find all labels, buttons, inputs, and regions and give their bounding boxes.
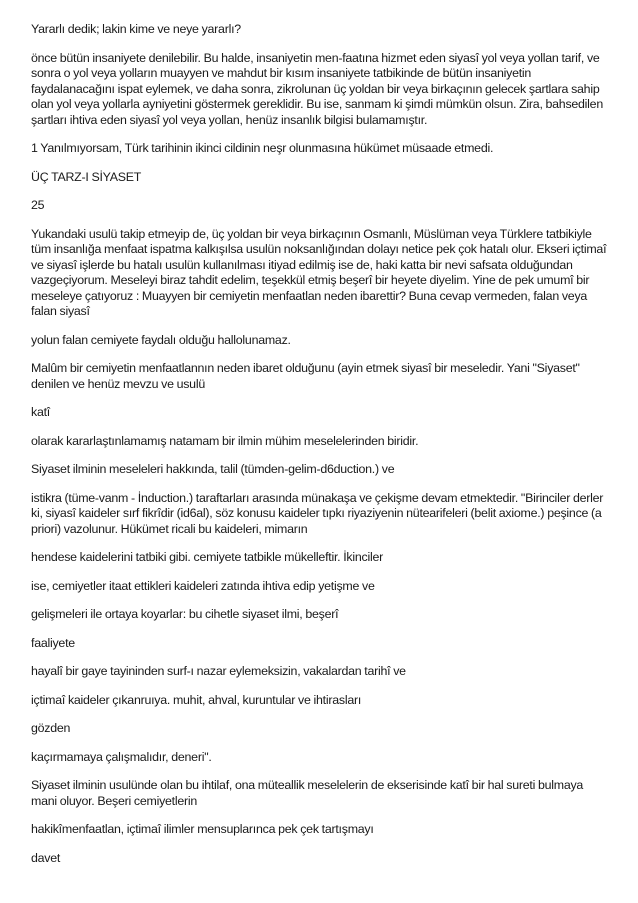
paragraph: hayalî bir gaye tayininden surf-ı nazar eylemeksizin, vakalardan tarihî ve [31, 664, 406, 678]
paragraph: gözden [31, 721, 71, 735]
paragraph: istikra (tüme-vanm - İnduction.) taraftarları arasında münakaşa ve çekişme devam etmektedir. "Birinciler derler ki, siyasî kaideler sırf fikrîdir (id6al), söz konusu kaideler tıpkı riyaziyenin nütearifeleri (belit axiome.) peşince (a priori) vazolunur. Hükümet ricali bu kaideleri, mimarın [31, 490, 604, 536]
paragraph: Siyaset ilminin meseleleri hakkında, talil (tümden-gelim-d6duction.) ve [31, 462, 395, 476]
paragraph: Malûm bir cemiyetin menfaatlannın neden ibaret olduğunu (ayin etmek siyasî bir meseledir. Yani "Siyaset" denilen ve henüz mevzu ve usulü [31, 361, 580, 391]
paragraph: Yararlı dedik; lakin kime ve neye yararlı? [31, 22, 241, 36]
running-header-title: ÜÇ TARZ-I SİYASET [31, 169, 142, 184]
paragraph: yolun falan cemiyete faydalı olduğu hallolunamaz. [31, 332, 291, 347]
paragraph: faaliyete [31, 635, 75, 650]
paragraph: önce bütün insaniyete denilebilir. Bu halde, insaniyetin men-faatına hizmet eden siyasî yol veya yollan tarif, ve sonra o yol veya yolların muayyen ve mahdut bir kısım insaniyete tatbikinde de bütün insaniyetin faydalanacağını ispat eylemek, ve daha sonra, zikrolunan üç yoldan bir veya birkaçının gelecek şartlara sahip olan yol veya yollarla ayniyetini göstermek gereklidir. Bu ise, sanmam ki şimdi mümkün olsun. Zira, bahsedilen şartları ihtiva eden siyasî yol veya yollan, henüz insanlık bilgisi bulamamıştır. [31, 50, 603, 127]
paragraph: ise, cemiyetler itaat ettikleri kaideleri zatında ihtiva edip yetişme ve [31, 578, 375, 593]
paragraph: hendese kaidelerini tatbiki gibi. cemiyete tatbikle mükelleftir. İkinciler [31, 550, 383, 564]
paragraph: gelişmeleri ile ortaya koyarlar: bu cihetle siyaset ilmi, beşerî [31, 607, 339, 621]
footnote: 1 Yanılmıyorsam, Türk tarihinin ikinci cildinin neşr olunmasına hükümet müsaade etmedi. [31, 141, 494, 155]
paragraph: katî [31, 405, 50, 419]
paragraph: Yukandaki usulü takip etmeyip de, üç yoldan bir veya birkaçının Osmanlı, Müslüman veya Türklere tatbikiyle tüm insanlığa menfaat ispatma kalkışılsa usulün noksanlığından dolayı netice pek çok hatalı olur. Ekseri içtimaî ve siyasî işlerde bu hatalı usulün kullanılması itiyad edilmiş ise de, haki katta bir nevi safsata olduğundan vazgeçiyorum. Meseleyi biraz tahdit edelim, teşekkül etmiş beşerî bir heyete diyelim. Yine de pek umumî bir meseleye çatıyoruz : Muayyen bir cemiyetin menfaatlan neden ibarettir? Buna cevap vermeden, falan veya falan siyasî [31, 226, 607, 318]
paragraph: kaçırmamaya çalışmalıdır, deneri". [31, 749, 212, 764]
paragraph: Siyaset ilminin usulünde olan bu ihtilaf, ona müteallik meselelerin de ekserisinde katî bir hal sureti bulmaya mani oluyor. Beşeri cemiyetlerin [31, 778, 584, 808]
paragraph: içtimaî kaideler çıkanruıya. muhit, ahval, kuruntular ve ihtirasları [31, 692, 362, 707]
paragraph: hakikîmenfaatlan, içtimaî ilimler mensuplarınca pek çek tartışmayı [31, 822, 374, 836]
paragraph: davet [31, 850, 61, 865]
paragraph: olarak kararlaştınlamamış natamam bir ilmin mühim meselelerinden biridir. [31, 433, 419, 448]
page-number: 25 [31, 198, 45, 212]
